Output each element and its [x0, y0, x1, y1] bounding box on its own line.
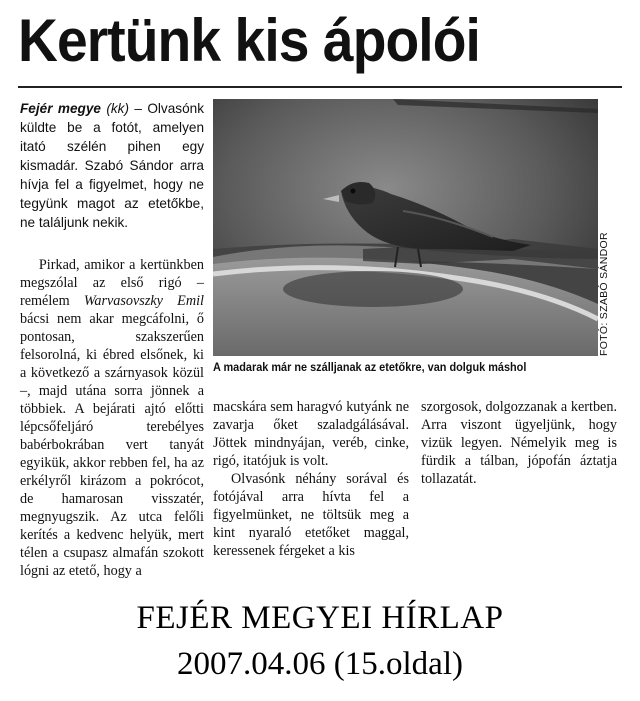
photo-credit: FOTÓ: SZABÓ SÁNDOR: [598, 232, 610, 356]
column1-text-b: bácsi nem akar megcáfolni, ő pontosan, szakszerűen felsorolná, ki ébred elsőnek, ki a következő a szárnyasok közül –, majd utána sorra jönnek a többiek. A bejárati ajtó előtti lépcsőfeljáró terebélyes babérbokrában vert tanyát egyikük, akkor rebben fel, ha az erkélyről kirázom a pokrócot, de hamarosan visszatér, megnyugszik. Az utca felőli kerítés a kedvenc helyük, mert télen a csupasz almafán szokott lógni az etető, hogy a: [20, 311, 204, 579]
publication-date-page: 2007.04.06 (15.oldal): [177, 646, 463, 682]
article-column-3: [421, 398, 617, 488]
photo-caption: A madarak már ne szálljanak az etetőkre, van dolguk máshol: [213, 361, 527, 374]
column2-paragraph-1: macskára sem haragvó kutyánk ne zavarja őket szaladgálásával. Jöttek mindnyájan, veréb, cinke, rigó, itatójuk is volt.: [213, 399, 409, 469]
publication-name: FEJÉR MEGYEI HÍRLAP: [136, 600, 504, 636]
column1-text-a: Pirkad, amikor a kertünkben megszólal az első rigó – remélem: [20, 257, 204, 309]
lead-location: Fejér megye: [20, 101, 101, 116]
lead-initials: (kk): [106, 101, 129, 116]
article-column-2: [213, 398, 409, 560]
article-column-1: [20, 256, 204, 580]
column3-paragraph-1: szorgosok, dolgozzanak a kertben. Arra viszont ügyeljünk, hogy vizük legyen. Némelyik meg is fürdik a tálban, jópofán áztatja tollazatát.: [421, 399, 617, 487]
headline-rule: [18, 86, 622, 88]
article-lead: [20, 99, 204, 232]
bird-photo: [213, 99, 598, 356]
column1-name: Warvasovszky Emil: [83, 293, 204, 309]
column2-paragraph-2: Olvasónk néhány sorával és fotójával arra hívta fel a figyelmünket, ne töltsük meg a kint nyaraló etetőket maggal, keressenek férgeket a kis: [213, 471, 409, 559]
article-headline: Kertünk kis ápolói: [18, 7, 480, 74]
lead-text: – Olvasónk küldte be a fotót, amelyen itató szélén pihen egy kismadár. Szabó Sándor arra hívja fel a figyelmet, hogy ne tegyünk magot az etetőkbe, ne találjunk nekik.: [20, 101, 204, 230]
bird-photo-illustration: [213, 99, 598, 356]
